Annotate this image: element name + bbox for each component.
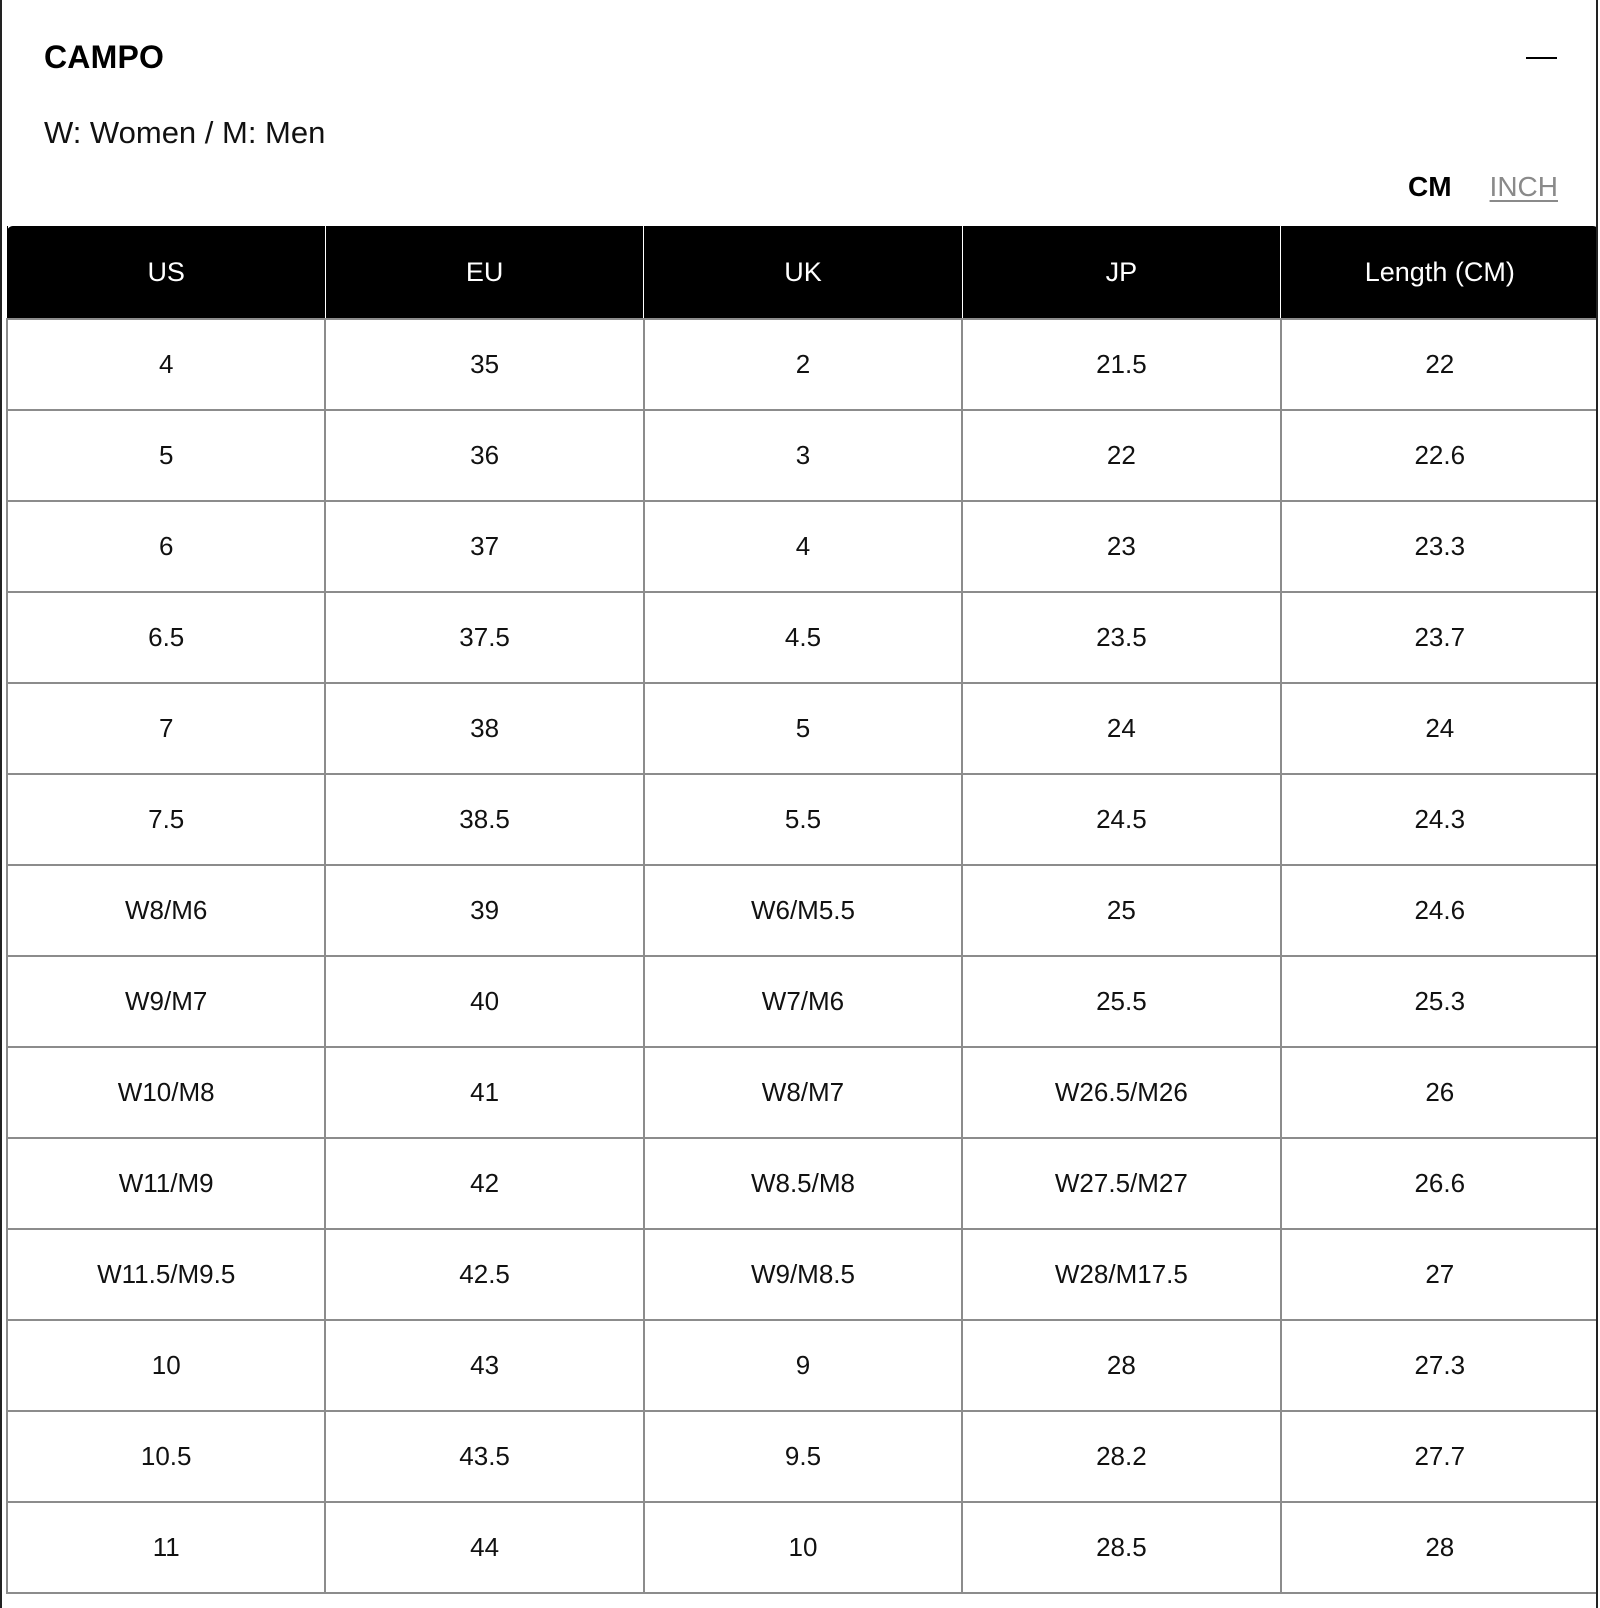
table-cell: W7/M6 xyxy=(644,956,962,1047)
table-row xyxy=(7,592,1598,683)
table-cell: 37 xyxy=(325,501,643,592)
table-cell: 37.5 xyxy=(325,592,643,683)
table-row xyxy=(7,501,1598,592)
unit-cm-option[interactable]: CM xyxy=(1408,171,1452,202)
table-cell: 42.5 xyxy=(325,1229,643,1320)
table-cell: W8.5/M8 xyxy=(644,1138,962,1229)
table-cell: W11/M9 xyxy=(7,1138,325,1229)
column-header-jp: JP xyxy=(962,226,1280,319)
product-title: CAMPO xyxy=(44,39,165,75)
table-cell: 4 xyxy=(644,501,962,592)
table-cell: 4.5 xyxy=(644,592,962,683)
table-cell: 27.7 xyxy=(1281,1411,1598,1502)
table-row xyxy=(7,683,1598,774)
table-cell: 42 xyxy=(325,1138,643,1229)
table-cell: 38.5 xyxy=(325,774,643,865)
table-row xyxy=(7,410,1598,501)
table-cell: 43.5 xyxy=(325,1411,643,1502)
table-row xyxy=(7,1047,1598,1138)
table-cell: 41 xyxy=(325,1047,643,1138)
table-cell: 5 xyxy=(7,410,325,501)
table-cell: 23 xyxy=(962,501,1280,592)
table-cell: 5 xyxy=(644,683,962,774)
table-cell: 22 xyxy=(1281,319,1598,410)
table-cell: 36 xyxy=(325,410,643,501)
table-row xyxy=(7,1320,1598,1411)
table-row xyxy=(7,1411,1598,1502)
table-cell: 39 xyxy=(325,865,643,956)
unit-inch-option[interactable]: INCH xyxy=(1489,171,1558,202)
table-cell: 24.6 xyxy=(1281,865,1598,956)
column-header-us: US xyxy=(7,226,325,319)
table-row xyxy=(7,956,1598,1047)
table-cell: 7.5 xyxy=(7,774,325,865)
table-cell: 26.6 xyxy=(1281,1138,1598,1229)
table-row xyxy=(7,774,1598,865)
table-cell: 43 xyxy=(325,1320,643,1411)
table-cell: 22 xyxy=(962,410,1280,501)
table-cell: W27.5/M27 xyxy=(962,1138,1280,1229)
table-cell: 40 xyxy=(325,956,643,1047)
table-cell: W26.5/M26 xyxy=(962,1047,1280,1138)
table-cell: 21.5 xyxy=(962,319,1280,410)
table-header-row xyxy=(7,226,1598,319)
table-cell: 28 xyxy=(962,1320,1280,1411)
table-cell: 24 xyxy=(962,683,1280,774)
table-cell: 10.5 xyxy=(7,1411,325,1502)
table-cell: 27.3 xyxy=(1281,1320,1598,1411)
table-cell: 27 xyxy=(1281,1229,1598,1320)
table-cell: W10/M8 xyxy=(7,1047,325,1138)
column-header-uk: UK xyxy=(644,226,962,319)
table-row xyxy=(7,319,1598,410)
table-cell: 26 xyxy=(1281,1047,1598,1138)
table-cell: 28.5 xyxy=(962,1502,1280,1593)
size-legend: W: Women / M: Men xyxy=(44,115,326,150)
table-cell: 23.3 xyxy=(1281,501,1598,592)
minus-icon xyxy=(1526,57,1557,59)
table-cell: W6/M5.5 xyxy=(644,865,962,956)
table-cell: 44 xyxy=(325,1502,643,1593)
table-cell: 3 xyxy=(644,410,962,501)
table-cell: 7 xyxy=(7,683,325,774)
table-cell: W8/M7 xyxy=(644,1047,962,1138)
unit-toggle xyxy=(1408,170,1558,204)
table-cell: 35 xyxy=(325,319,643,410)
table-row xyxy=(7,865,1598,956)
table-cell: 23.7 xyxy=(1281,592,1598,683)
table-cell: W8/M6 xyxy=(7,865,325,956)
table-row xyxy=(7,1229,1598,1320)
table-cell: 22.6 xyxy=(1281,410,1598,501)
table-cell: 23.5 xyxy=(962,592,1280,683)
table-cell: 10 xyxy=(7,1320,325,1411)
table-cell: W11.5/M9.5 xyxy=(7,1229,325,1320)
table-cell: 6.5 xyxy=(7,592,325,683)
table-cell: W9/M7 xyxy=(7,956,325,1047)
size-table-body xyxy=(7,319,1598,1593)
table-cell: 28 xyxy=(1281,1502,1598,1593)
table-cell: 10 xyxy=(644,1502,962,1593)
column-header-eu: EU xyxy=(325,226,643,319)
table-cell: W28/M17.5 xyxy=(962,1229,1280,1320)
table-row xyxy=(7,1502,1598,1593)
table-cell: 2 xyxy=(644,319,962,410)
table-cell: 25.5 xyxy=(962,956,1280,1047)
table-cell: 24.3 xyxy=(1281,774,1598,865)
table-cell: 4 xyxy=(7,319,325,410)
column-header-length: Length (CM) xyxy=(1281,226,1598,319)
table-cell: 9 xyxy=(644,1320,962,1411)
table-cell: 24 xyxy=(1281,683,1598,774)
table-cell: W9/M8.5 xyxy=(644,1229,962,1320)
table-cell: 11 xyxy=(7,1502,325,1593)
collapse-button[interactable] xyxy=(1524,40,1558,74)
table-cell: 25.3 xyxy=(1281,956,1598,1047)
table-cell: 6 xyxy=(7,501,325,592)
table-row xyxy=(7,1138,1598,1229)
table-cell: 24.5 xyxy=(962,774,1280,865)
table-cell: 25 xyxy=(962,865,1280,956)
size-table xyxy=(6,226,1598,1594)
table-cell: 9.5 xyxy=(644,1411,962,1502)
table-cell: 28.2 xyxy=(962,1411,1280,1502)
table-cell: 5.5 xyxy=(644,774,962,865)
table-cell: 38 xyxy=(325,683,643,774)
